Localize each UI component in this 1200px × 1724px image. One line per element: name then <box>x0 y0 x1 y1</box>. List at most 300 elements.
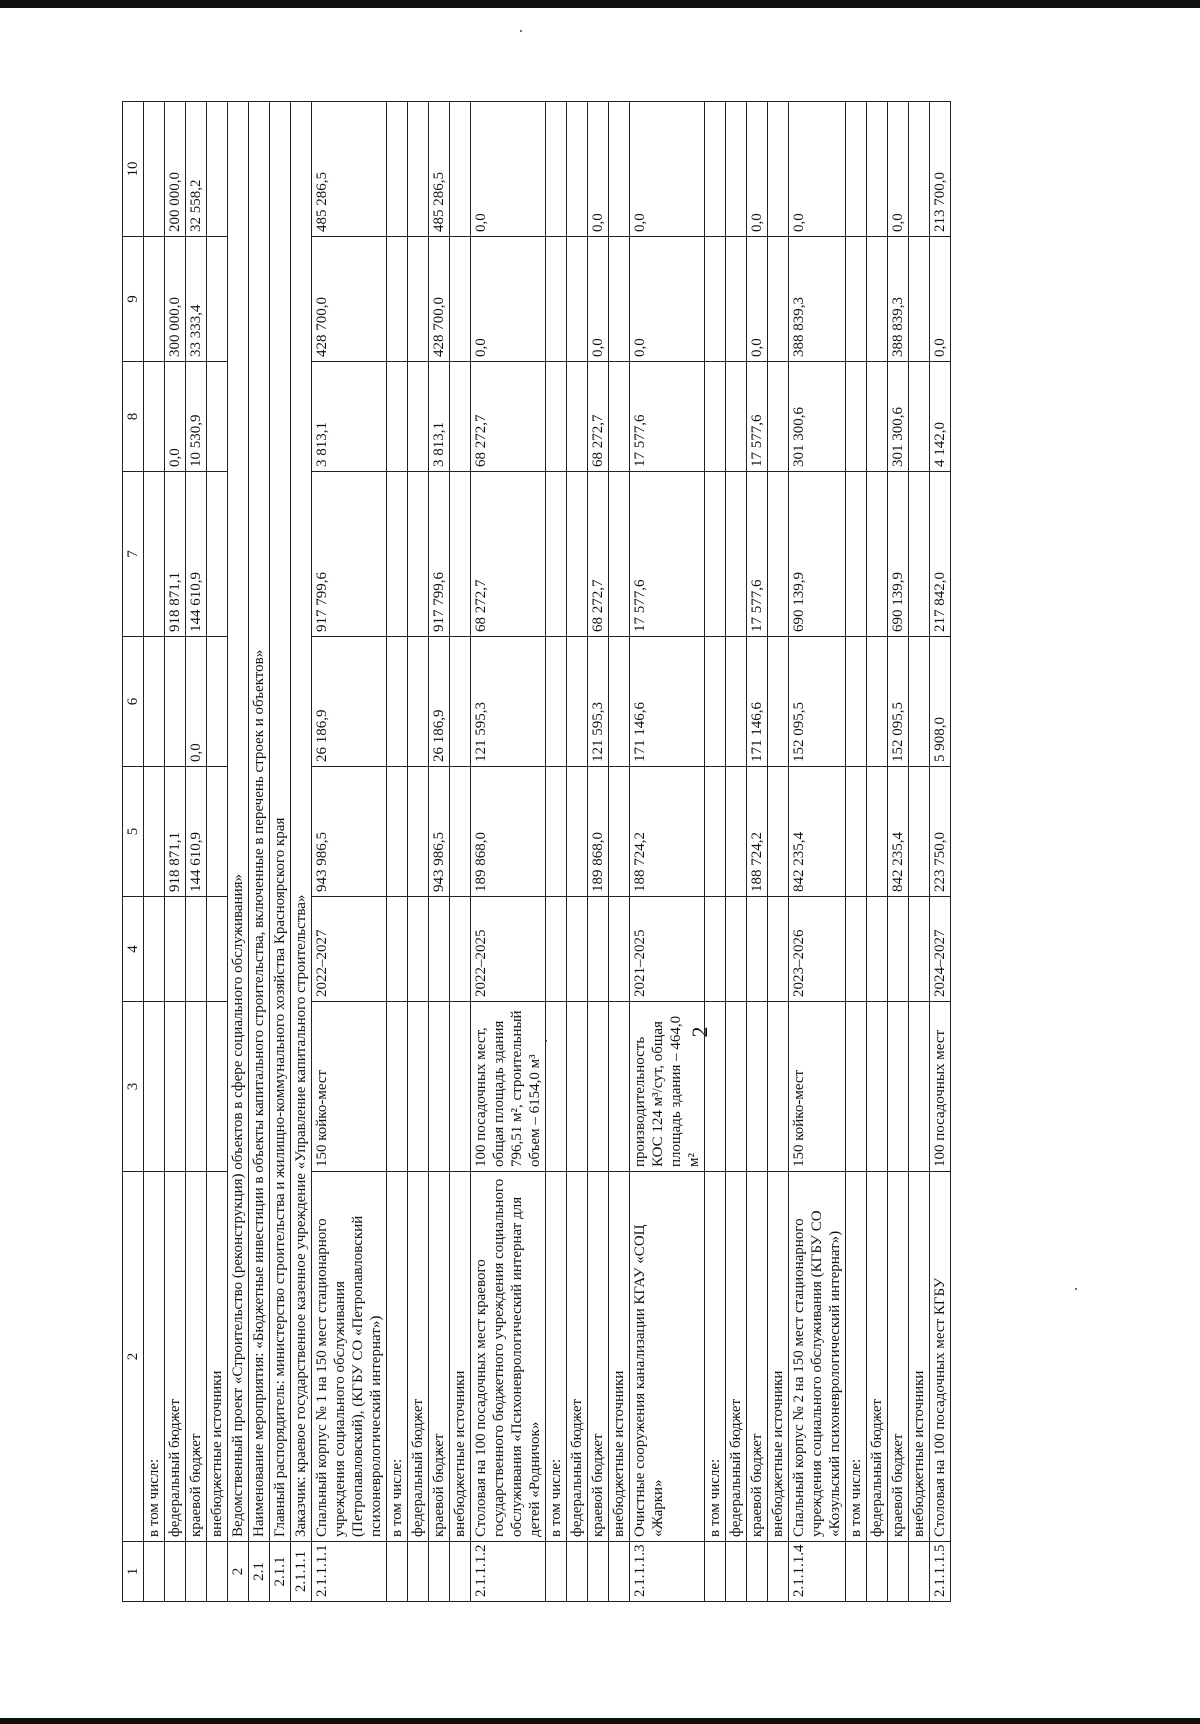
row-amount <box>408 767 429 897</box>
row-amount: 144 610,9 <box>186 472 207 637</box>
row-amount: 300 000,0 <box>165 237 186 362</box>
row-amount: 943 986,5 <box>429 767 450 897</box>
table-row <box>450 102 471 1602</box>
row-amount <box>567 767 588 897</box>
row-amount: 485 286,5 <box>312 102 387 237</box>
row-amount: 5 908,0 <box>930 637 951 767</box>
row-name: Спальный корпус № 2 на 150 мест стационарного учреждения социального обслуживания (КГБУ СО «Козульский психоневрологический интернат») <box>789 1172 846 1542</box>
row-amount <box>705 362 726 472</box>
section-row <box>228 102 249 1602</box>
table-row <box>930 102 951 1602</box>
row-amount: 428 700,0 <box>312 237 387 362</box>
row-capacity <box>705 1002 726 1172</box>
row-amount: 26 186,9 <box>312 637 387 767</box>
table-header-row <box>123 102 144 1602</box>
row-amount <box>909 362 930 472</box>
row-code <box>144 1542 165 1602</box>
row-amount <box>387 472 408 637</box>
row-name: краевой бюджет <box>186 1172 207 1542</box>
row-amount: 121 595,3 <box>471 637 546 767</box>
row-amount <box>567 237 588 362</box>
row-name: внебюджетные источники <box>450 1172 471 1542</box>
row-amount: 17 577,6 <box>630 362 705 472</box>
row-name: в том числе: <box>705 1172 726 1542</box>
scan-speck <box>520 30 522 32</box>
row-amount: 0,0 <box>888 102 909 237</box>
row-capacity: 100 посадочных мест, общая площадь здания 796,51 м², строительный объем – 6154,0 м³ <box>471 1002 546 1172</box>
row-amount <box>165 637 186 767</box>
row-amount <box>609 472 630 637</box>
row-code: 2.1.1.1.5 <box>930 1542 951 1602</box>
row-code: 2.1.1.1.2 <box>471 1542 546 1602</box>
row-code <box>186 1542 207 1602</box>
section-code: 2.1 <box>249 1542 270 1602</box>
row-amount: 32 558,2 <box>186 102 207 237</box>
column-header: 10 <box>123 102 144 237</box>
row-amount: 171 146,6 <box>630 637 705 767</box>
row-amount <box>705 472 726 637</box>
row-amount: 0,0 <box>471 237 546 362</box>
row-capacity <box>726 1002 747 1172</box>
row-capacity <box>609 1002 630 1172</box>
row-amount: 68 272,7 <box>588 472 609 637</box>
section-code: 2.1.1 <box>270 1542 291 1602</box>
row-amount: 68 272,7 <box>471 472 546 637</box>
row-amount <box>726 472 747 637</box>
row-name: федеральный бюджет <box>165 1172 186 1542</box>
table-row <box>588 102 609 1602</box>
row-amount: 0,0 <box>165 362 186 472</box>
row-amount: 3 813,1 <box>429 362 450 472</box>
row-amount: 918 871,1 <box>165 472 186 637</box>
row-name: федеральный бюджет <box>408 1172 429 1542</box>
row-name: в том числе: <box>144 1172 165 1542</box>
row-amount: 144 610,9 <box>186 767 207 897</box>
row-capacity <box>768 1002 789 1172</box>
row-code <box>867 1542 888 1602</box>
table-row <box>867 102 888 1602</box>
row-amount <box>387 767 408 897</box>
row-name: краевой бюджет <box>429 1172 450 1542</box>
row-amount: 485 286,5 <box>429 102 450 237</box>
row-amount <box>867 102 888 237</box>
column-header: 2 <box>123 1172 144 1542</box>
row-capacity <box>747 1002 768 1172</box>
row-period <box>846 897 867 1002</box>
row-period <box>888 897 909 1002</box>
row-amount: 690 139,9 <box>789 472 846 637</box>
row-period <box>726 897 747 1002</box>
row-amount <box>909 472 930 637</box>
row-name: федеральный бюджет <box>726 1172 747 1542</box>
row-capacity: 150 койко-мест <box>312 1002 387 1172</box>
row-amount <box>726 102 747 237</box>
row-period <box>588 897 609 1002</box>
row-amount <box>846 767 867 897</box>
row-amount <box>909 102 930 237</box>
row-capacity <box>408 1002 429 1172</box>
row-code <box>768 1542 789 1602</box>
row-amount <box>705 637 726 767</box>
column-header: 7 <box>123 472 144 637</box>
row-amount <box>387 237 408 362</box>
row-amount: 0,0 <box>630 102 705 237</box>
row-amount: 918 871,1 <box>165 767 186 897</box>
row-code <box>726 1542 747 1602</box>
section-title: Ведомственный проект «Строительство (реконструкция) объектов в сфере социального обслуживания» <box>228 102 249 1542</box>
row-amount: 428 700,0 <box>429 237 450 362</box>
row-code <box>588 1542 609 1602</box>
table-body <box>144 102 951 1602</box>
row-amount <box>546 362 567 472</box>
row-amount: 4 142,0 <box>930 362 951 472</box>
row-amount <box>144 637 165 767</box>
row-amount: 200 000,0 <box>165 102 186 237</box>
row-amount: 217 842,0 <box>930 472 951 637</box>
row-name: внебюджетные источники <box>609 1172 630 1542</box>
row-period: 2024–2027 <box>930 897 951 1002</box>
row-code <box>429 1542 450 1602</box>
row-capacity: 150 койко-мест <box>789 1002 846 1172</box>
row-amount <box>450 362 471 472</box>
row-period <box>408 897 429 1002</box>
row-amount <box>867 472 888 637</box>
row-amount: 0,0 <box>471 102 546 237</box>
row-amount <box>909 767 930 897</box>
row-capacity <box>450 1002 471 1172</box>
row-name: краевой бюджет <box>747 1172 768 1542</box>
row-amount <box>867 637 888 767</box>
row-period <box>705 897 726 1002</box>
row-code: 2.1.1.1.1 <box>312 1542 387 1602</box>
table-row <box>312 102 387 1602</box>
row-amount <box>867 237 888 362</box>
row-amount <box>846 472 867 637</box>
row-period <box>186 897 207 1002</box>
row-amount <box>705 237 726 362</box>
row-amount: 189 868,0 <box>588 767 609 897</box>
row-amount: 842 235,4 <box>888 767 909 897</box>
row-capacity <box>909 1002 930 1172</box>
table-row <box>888 102 909 1602</box>
row-amount <box>546 102 567 237</box>
row-amount <box>867 767 888 897</box>
table-row <box>768 102 789 1602</box>
row-amount <box>768 767 789 897</box>
row-amount <box>867 362 888 472</box>
row-amount: 0,0 <box>930 237 951 362</box>
row-amount: 301 300,6 <box>789 362 846 472</box>
row-capacity <box>207 1002 228 1172</box>
row-amount <box>387 102 408 237</box>
row-code <box>450 1542 471 1602</box>
row-amount: 171 146,6 <box>747 637 768 767</box>
row-code <box>846 1542 867 1602</box>
table-row <box>144 102 165 1602</box>
table-row <box>846 102 867 1602</box>
column-header: 3 <box>123 1002 144 1172</box>
row-name: в том числе: <box>546 1172 567 1542</box>
row-amount <box>609 767 630 897</box>
row-code: 2.1.1.1.4 <box>789 1542 846 1602</box>
column-header: 6 <box>123 637 144 767</box>
row-code <box>207 1542 228 1602</box>
row-amount <box>768 362 789 472</box>
budget-table <box>122 101 951 1602</box>
row-period <box>768 897 789 1002</box>
row-period: 2022–2027 <box>312 897 387 1002</box>
row-amount: 10 530,9 <box>186 362 207 472</box>
row-amount: 26 186,9 <box>429 637 450 767</box>
row-period <box>387 897 408 1002</box>
scan-edge-bottom <box>0 1718 1200 1724</box>
section-row <box>291 102 312 1602</box>
row-name: внебюджетные источники <box>909 1172 930 1542</box>
row-amount: 388 839,3 <box>789 237 846 362</box>
page-number: 2 <box>687 1026 712 1038</box>
row-amount <box>546 767 567 897</box>
row-capacity: производительность КОС 124 м³/сут, общая площадь здания – 464,0 м² <box>630 1002 705 1172</box>
row-name: федеральный бюджет <box>867 1172 888 1542</box>
row-amount <box>909 637 930 767</box>
table-row <box>546 102 567 1602</box>
table-row <box>609 102 630 1602</box>
row-amount: 842 235,4 <box>789 767 846 897</box>
row-amount <box>144 767 165 897</box>
row-capacity <box>867 1002 888 1172</box>
row-amount: 68 272,7 <box>471 362 546 472</box>
row-amount <box>726 767 747 897</box>
table-row <box>789 102 846 1602</box>
row-amount <box>408 102 429 237</box>
row-amount <box>387 637 408 767</box>
table-row <box>186 102 207 1602</box>
row-capacity <box>846 1002 867 1172</box>
row-amount <box>144 362 165 472</box>
row-name: Спальный корпус № 1 на 150 мест стационарного учреждения социального обслуживания (Петропавловский), (КГБУ СО «Петропавловский психоневрологический интернат») <box>312 1172 387 1542</box>
column-header: 1 <box>123 1542 144 1602</box>
scan-edge-top <box>0 0 1200 8</box>
row-amount <box>546 637 567 767</box>
section-code: 2 <box>228 1542 249 1602</box>
row-capacity <box>567 1002 588 1172</box>
row-amount: 68 272,7 <box>588 362 609 472</box>
row-amount: 0,0 <box>588 237 609 362</box>
row-amount: 17 577,6 <box>630 472 705 637</box>
row-amount <box>450 237 471 362</box>
row-amount <box>846 102 867 237</box>
section-row <box>249 102 270 1602</box>
row-amount <box>609 102 630 237</box>
row-amount <box>567 472 588 637</box>
row-amount: 188 724,2 <box>630 767 705 897</box>
row-period <box>207 897 228 1002</box>
row-amount <box>768 102 789 237</box>
row-period: 2021–2025 <box>630 897 705 1002</box>
row-amount: 690 139,9 <box>888 472 909 637</box>
row-amount <box>546 237 567 362</box>
row-amount <box>408 362 429 472</box>
table-row <box>909 102 930 1602</box>
row-amount <box>609 237 630 362</box>
row-amount: 917 799,6 <box>312 472 387 637</box>
row-amount <box>546 472 567 637</box>
row-amount: 943 986,5 <box>312 767 387 897</box>
row-code <box>408 1542 429 1602</box>
table-row <box>747 102 768 1602</box>
row-amount: 0,0 <box>588 102 609 237</box>
row-amount <box>846 637 867 767</box>
row-amount: 301 300,6 <box>888 362 909 472</box>
row-period <box>909 897 930 1002</box>
section-title: Главный распорядитель: министерство строительства и жилищно-коммунального хозяйства Красноярского края <box>270 102 291 1542</box>
row-name: внебюджетные источники <box>768 1172 789 1542</box>
row-code <box>567 1542 588 1602</box>
row-period <box>546 897 567 1002</box>
row-amount: 223 750,0 <box>930 767 951 897</box>
row-amount <box>144 102 165 237</box>
row-code <box>387 1542 408 1602</box>
row-amount <box>768 237 789 362</box>
column-header: 4 <box>123 897 144 1002</box>
row-amount: 152 095,5 <box>789 637 846 767</box>
row-amount <box>450 472 471 637</box>
row-amount <box>207 102 228 237</box>
table-row <box>630 102 705 1602</box>
rotated-page-content <box>122 102 951 1602</box>
row-amount <box>450 102 471 237</box>
row-name: Столовая на 100 посадочных мест краевого государственного бюджетного учреждения социального обслуживания «Психоневрологический интернат для детей «Родничок» <box>471 1172 546 1542</box>
row-period: 2023–2026 <box>789 897 846 1002</box>
row-amount <box>144 237 165 362</box>
row-period <box>567 897 588 1002</box>
table-row <box>165 102 186 1602</box>
table-row <box>471 102 546 1602</box>
row-amount <box>909 237 930 362</box>
row-code <box>888 1542 909 1602</box>
row-capacity <box>165 1002 186 1172</box>
table-row <box>387 102 408 1602</box>
row-amount <box>207 767 228 897</box>
table-row <box>705 102 726 1602</box>
row-amount <box>846 237 867 362</box>
column-header: 5 <box>123 767 144 897</box>
column-header: 9 <box>123 237 144 362</box>
row-amount <box>768 637 789 767</box>
row-amount: 3 813,1 <box>312 362 387 472</box>
row-name: внебюджетные источники <box>207 1172 228 1542</box>
row-name: в том числе: <box>387 1172 408 1542</box>
row-amount: 17 577,6 <box>747 472 768 637</box>
row-amount: 917 799,6 <box>429 472 450 637</box>
row-amount <box>207 637 228 767</box>
row-amount <box>408 237 429 362</box>
row-capacity <box>888 1002 909 1172</box>
row-code: 2.1.1.1.3 <box>630 1542 705 1602</box>
row-period <box>165 897 186 1002</box>
row-amount <box>207 237 228 362</box>
row-capacity <box>144 1002 165 1172</box>
row-amount <box>408 637 429 767</box>
row-amount: 17 577,6 <box>747 362 768 472</box>
row-amount: 0,0 <box>630 237 705 362</box>
row-code <box>609 1542 630 1602</box>
row-amount <box>450 767 471 897</box>
row-amount: 388 839,3 <box>888 237 909 362</box>
row-name: краевой бюджет <box>588 1172 609 1542</box>
row-capacity <box>546 1002 567 1172</box>
row-name: Столовая на 100 посадочных мест КГБУ <box>930 1172 951 1542</box>
row-period <box>429 897 450 1002</box>
row-amount: 189 868,0 <box>471 767 546 897</box>
row-capacity <box>387 1002 408 1172</box>
row-name: Очистные сооружения канализации КГАУ «СОЦ «Жарки» <box>630 1172 705 1542</box>
scan-speck <box>1075 1288 1077 1290</box>
row-name: в том числе: <box>846 1172 867 1542</box>
row-amount <box>846 362 867 472</box>
row-amount <box>705 102 726 237</box>
row-amount: 152 095,5 <box>888 637 909 767</box>
row-name: краевой бюджет <box>888 1172 909 1542</box>
row-amount: 213 700,0 <box>930 102 951 237</box>
row-amount <box>768 472 789 637</box>
row-amount: 121 595,3 <box>588 637 609 767</box>
row-amount <box>207 472 228 637</box>
row-period <box>867 897 888 1002</box>
section-code: 2.1.1.1 <box>291 1542 312 1602</box>
row-amount <box>567 362 588 472</box>
row-amount: 0,0 <box>747 102 768 237</box>
row-amount: 0,0 <box>789 102 846 237</box>
row-amount: 33 333,4 <box>186 237 207 362</box>
row-code <box>909 1542 930 1602</box>
row-amount <box>609 362 630 472</box>
table-row <box>207 102 228 1602</box>
row-amount <box>207 362 228 472</box>
row-capacity <box>186 1002 207 1172</box>
row-period <box>747 897 768 1002</box>
row-amount <box>387 362 408 472</box>
row-amount <box>408 472 429 637</box>
table-row <box>726 102 747 1602</box>
row-amount <box>567 637 588 767</box>
row-capacity: 100 посадочных мест <box>930 1002 951 1172</box>
section-row <box>270 102 291 1602</box>
row-capacity <box>588 1002 609 1172</box>
row-amount <box>144 472 165 637</box>
row-period <box>450 897 471 1002</box>
row-code <box>747 1542 768 1602</box>
row-period <box>144 897 165 1002</box>
row-amount <box>726 362 747 472</box>
row-code <box>165 1542 186 1602</box>
row-amount: 0,0 <box>747 237 768 362</box>
row-amount <box>726 237 747 362</box>
row-amount <box>705 767 726 897</box>
row-capacity <box>429 1002 450 1172</box>
section-title: Наименование мероприятия: «Бюджетные инвестиции в объекты капитального строительства, включенные в перечень строек и объектов» <box>249 102 270 1542</box>
row-code <box>546 1542 567 1602</box>
row-name: федеральный бюджет <box>567 1172 588 1542</box>
row-period: 2022–2025 <box>471 897 546 1002</box>
row-amount <box>567 102 588 237</box>
section-title: Заказчик: краевое государственное казенное учреждение «Управление капитального строительства» <box>291 102 312 1542</box>
row-amount <box>609 637 630 767</box>
row-amount: 188 724,2 <box>747 767 768 897</box>
table-row <box>429 102 450 1602</box>
row-code <box>705 1542 726 1602</box>
column-header: 8 <box>123 362 144 472</box>
